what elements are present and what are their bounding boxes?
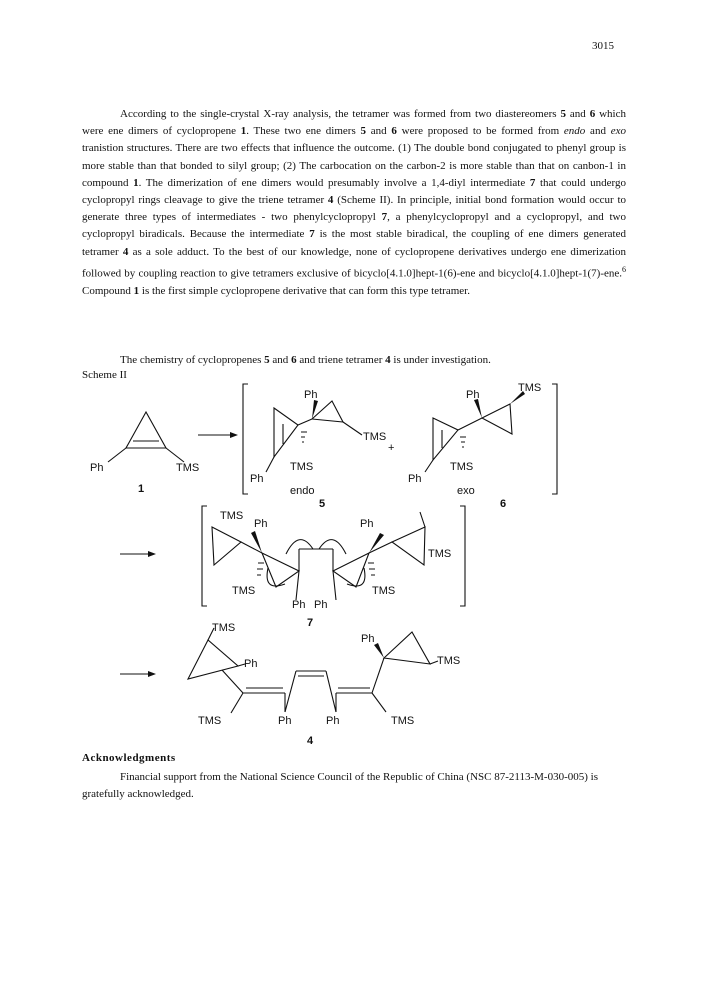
tetramer-4-ph-right: Ph	[361, 633, 375, 645]
tetramer-4-structure	[188, 628, 438, 713]
exo-label: exo	[457, 485, 475, 497]
compound-1-ph: Ph	[90, 462, 104, 474]
tetramer-4-label: 4	[307, 735, 314, 747]
compound-6-structure	[425, 391, 525, 472]
intermediate-7-tms-bottomright: TMS	[372, 585, 396, 597]
endo-label: endo	[290, 485, 315, 497]
tetramer-4-tms-bottomleft: TMS	[198, 715, 222, 727]
compound-5-ph-top: Ph	[304, 389, 318, 401]
intermediate-7-tms-bottomleft: TMS	[232, 585, 256, 597]
compound-5-label: 5	[319, 498, 326, 510]
intermediate-7-ph-bottom-1: Ph	[292, 599, 306, 611]
paragraph-1-text: According to the single-crystal X-ray analysis, the tetramer was formed from two diastereomers 5 and 6 which were ene dimers of cyclopropene 1. These two ene dimers 5 and 6 were proposed to be formed from endo and exo tranistion structures. There are two effects that influence the outcome. (1) The double bond conjugated to phenyl group is more stable than that bonded to silyl group; (2) The carbocation on the carbon-2 is more stable than that on canbon-1 in compound 1. The dimerization of ene dimers would presumably involve a 1,4-diyl intermediate 7 that could undergo cyclopropyl rings cleavage to give the triene tetramer 4 (Scheme II). In principle, initial bond formation would occur to generate three types of intermediates - two phenylcyclopropyl 7, a phenylcyclopropyl and a cyclopropyl, and two cyclopropyl biradicals. Because the intermediate 7 is the most stable biradical, the coupling of ene dimers generated tetramer 4 as a sole adduct. To the best of our knowledge, none of cyclopropene derivatives undergo ene dimerization followed by coupling reaction to give tetramers exclusive of bicyclo[4.1.0]hept-1(6)-ene and bicyclo[4.1.0]hept-1(7)-ene.$^6$ Compound 1 is the first simple cyclopropene derivative that can form this type tetramer.	[82, 108, 627, 297]
compound-6-label: 6	[500, 498, 507, 510]
acknowledgments-text: Financial support from the National Science Council of the Republic of China (NSC 87-2113-M-030-005) is gratefully acknowledged.	[82, 771, 599, 801]
compound-6-ph-bottom: Ph	[408, 473, 422, 485]
intermediate-7-ph-bottom-2: Ph	[314, 599, 328, 611]
intermediate-7-label: 7	[307, 617, 314, 629]
compound-6-tms-bottom: TMS	[450, 461, 474, 473]
reaction-arrow-3	[120, 671, 156, 677]
paragraph-2-text: The chemistry of cyclopropenes 5 and 6 and triene tetramer 4 is under investigation.	[120, 354, 491, 366]
acknowledgments-heading: Acknowledgments	[82, 752, 176, 764]
plus-sign: +	[388, 442, 395, 454]
bracket-5-6	[243, 384, 557, 494]
intermediate-7-ph-topleft: Ph	[254, 518, 268, 530]
compound-6-tms-top: TMS	[518, 382, 542, 394]
compound-5-tms-bottom: TMS	[290, 461, 314, 473]
acknowledgments-body	[82, 769, 626, 803]
tetramer-4-tms-right: TMS	[437, 655, 461, 667]
tetramer-4-ph-bottom-1: Ph	[278, 715, 292, 727]
compound-5-tms-right: TMS	[363, 431, 387, 443]
intermediate-7-tms-right: TMS	[428, 548, 452, 560]
page-number: 3015	[592, 40, 614, 52]
scheme-title: Scheme II	[82, 369, 127, 381]
tetramer-4-ph-left: Ph	[244, 658, 258, 670]
tetramer-4-tms-bottomright: TMS	[391, 715, 415, 727]
compound-6-ph-top: Ph	[466, 389, 480, 401]
compound-5-structure	[266, 400, 362, 472]
reaction-arrow-1	[198, 432, 238, 438]
tetramer-4-ph-bottom-2: Ph	[326, 715, 340, 727]
compound-5-ph-bottom: Ph	[250, 473, 264, 485]
compound-1-structure	[108, 412, 184, 462]
compound-1-tms: TMS	[176, 462, 200, 474]
compound-1-label: 1	[138, 483, 145, 495]
tetramer-4-tms-top: TMS	[212, 622, 236, 634]
intermediate-7-tms-topleft: TMS	[220, 510, 244, 522]
intermediate-7-ph-topright: Ph	[360, 518, 374, 530]
reaction-arrow-2	[120, 551, 156, 557]
